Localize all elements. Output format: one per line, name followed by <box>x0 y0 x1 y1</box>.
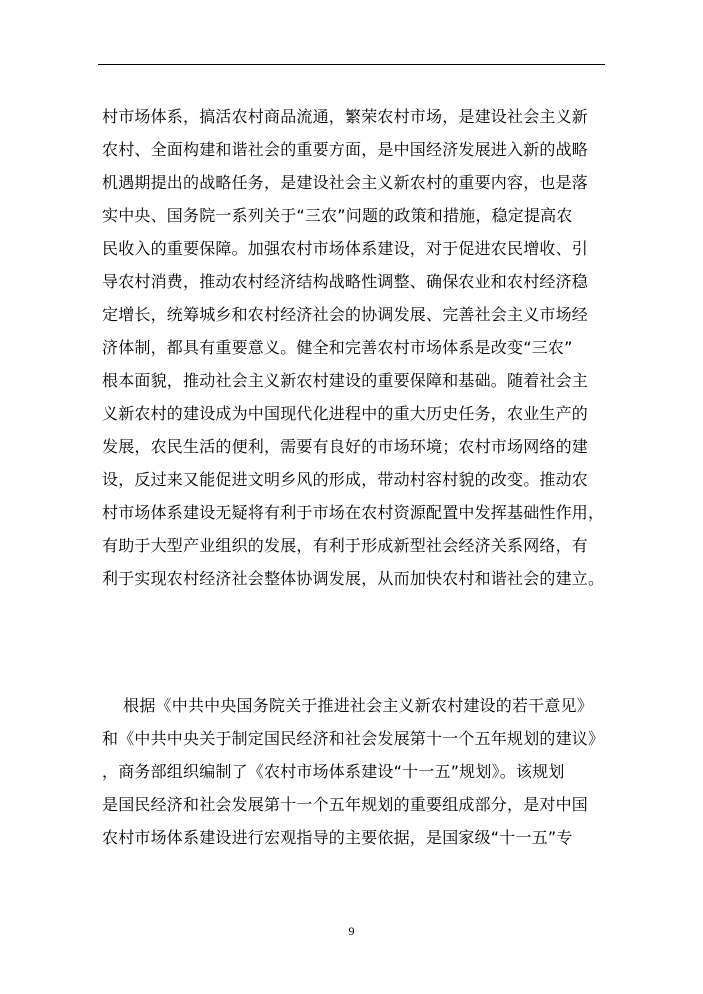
paragraph-line: 实中央、国务院一系列关于“三农”问题的政策和措施，稳定提高农 <box>102 206 573 225</box>
paragraph-line: 利于实现农村经济社会整体协调发展，从而加快农村和谐社会的建立。 <box>102 569 605 588</box>
paragraph-1 <box>102 100 612 595</box>
paragraph-line: 根本面貌，推动社会主义新农村建设的重要保障和基础。随着社会主 <box>102 371 589 390</box>
paragraph-line: 有助于大型产业组织的发展，有利于形成新型社会经济关系网络，有 <box>102 536 589 555</box>
paragraph-line: 农村市场体系建设进行宏观指导的主要依据，是国家级“十一五”专 <box>102 828 573 847</box>
paragraph-line: 济体制，都具有重要意义。健全和完善农村市场体系是改变“三农” <box>102 338 573 357</box>
paragraph-line: 义新农村的建设成为中国现代化进程中的重大历史任务，农业生产的 <box>102 404 589 423</box>
paragraph-line: 根据《中共中央国务院关于推进社会主义新农村建设的若干意见》 <box>102 696 593 715</box>
paragraph-line: 导农村消费，推动农村经济结构战略性调整、确保农业和农村经济稳 <box>102 272 589 291</box>
paragraph-line: ，商务部组织编制了《农村市场体系建设“十一五”规划》。该规划 <box>102 762 565 781</box>
page-number: 9 <box>348 924 355 938</box>
paragraph-line: 和《中共中央关于制定国民经济和社会发展第十一个五年规划的建议》 <box>102 729 605 748</box>
paragraph-line: 村市场体系，搞活农村商品流通，繁荣农村市场，是建设社会主义新 <box>102 107 589 126</box>
paragraph-line: 民收入的重要保障。加强农村市场体系建设，对于促进农民增收、引 <box>102 239 589 258</box>
paragraph-line: 是国民经济和社会发展第十一个五年规划的重要组成部分，是对中国 <box>102 795 589 814</box>
paragraph-line: 定增长，统筹城乡和农村经济社会的协调发展、完善社会主义市场经 <box>102 305 589 324</box>
paragraph-line: 村市场体系建设无疑将有利于市场在农村资源配置中发挥基础性作用， <box>102 503 605 522</box>
paragraph-2 <box>102 689 612 854</box>
paragraph-line: 发展，农民生活的便利，需要有良好的市场环境；农村市场网络的建 <box>102 437 589 456</box>
paragraph-line: 机遇期提出的战略任务，是建设社会主义新农村的重要内容，也是落 <box>102 173 589 192</box>
header-rule <box>98 64 605 65</box>
paragraph-line: 设，反过来又能促进文明乡风的形成，带动村容村貌的改变。推动农 <box>102 470 589 489</box>
paragraph-line: 农村、全面构建和谐社会的重要方面，是中国经济发展进入新的战略 <box>102 140 589 159</box>
